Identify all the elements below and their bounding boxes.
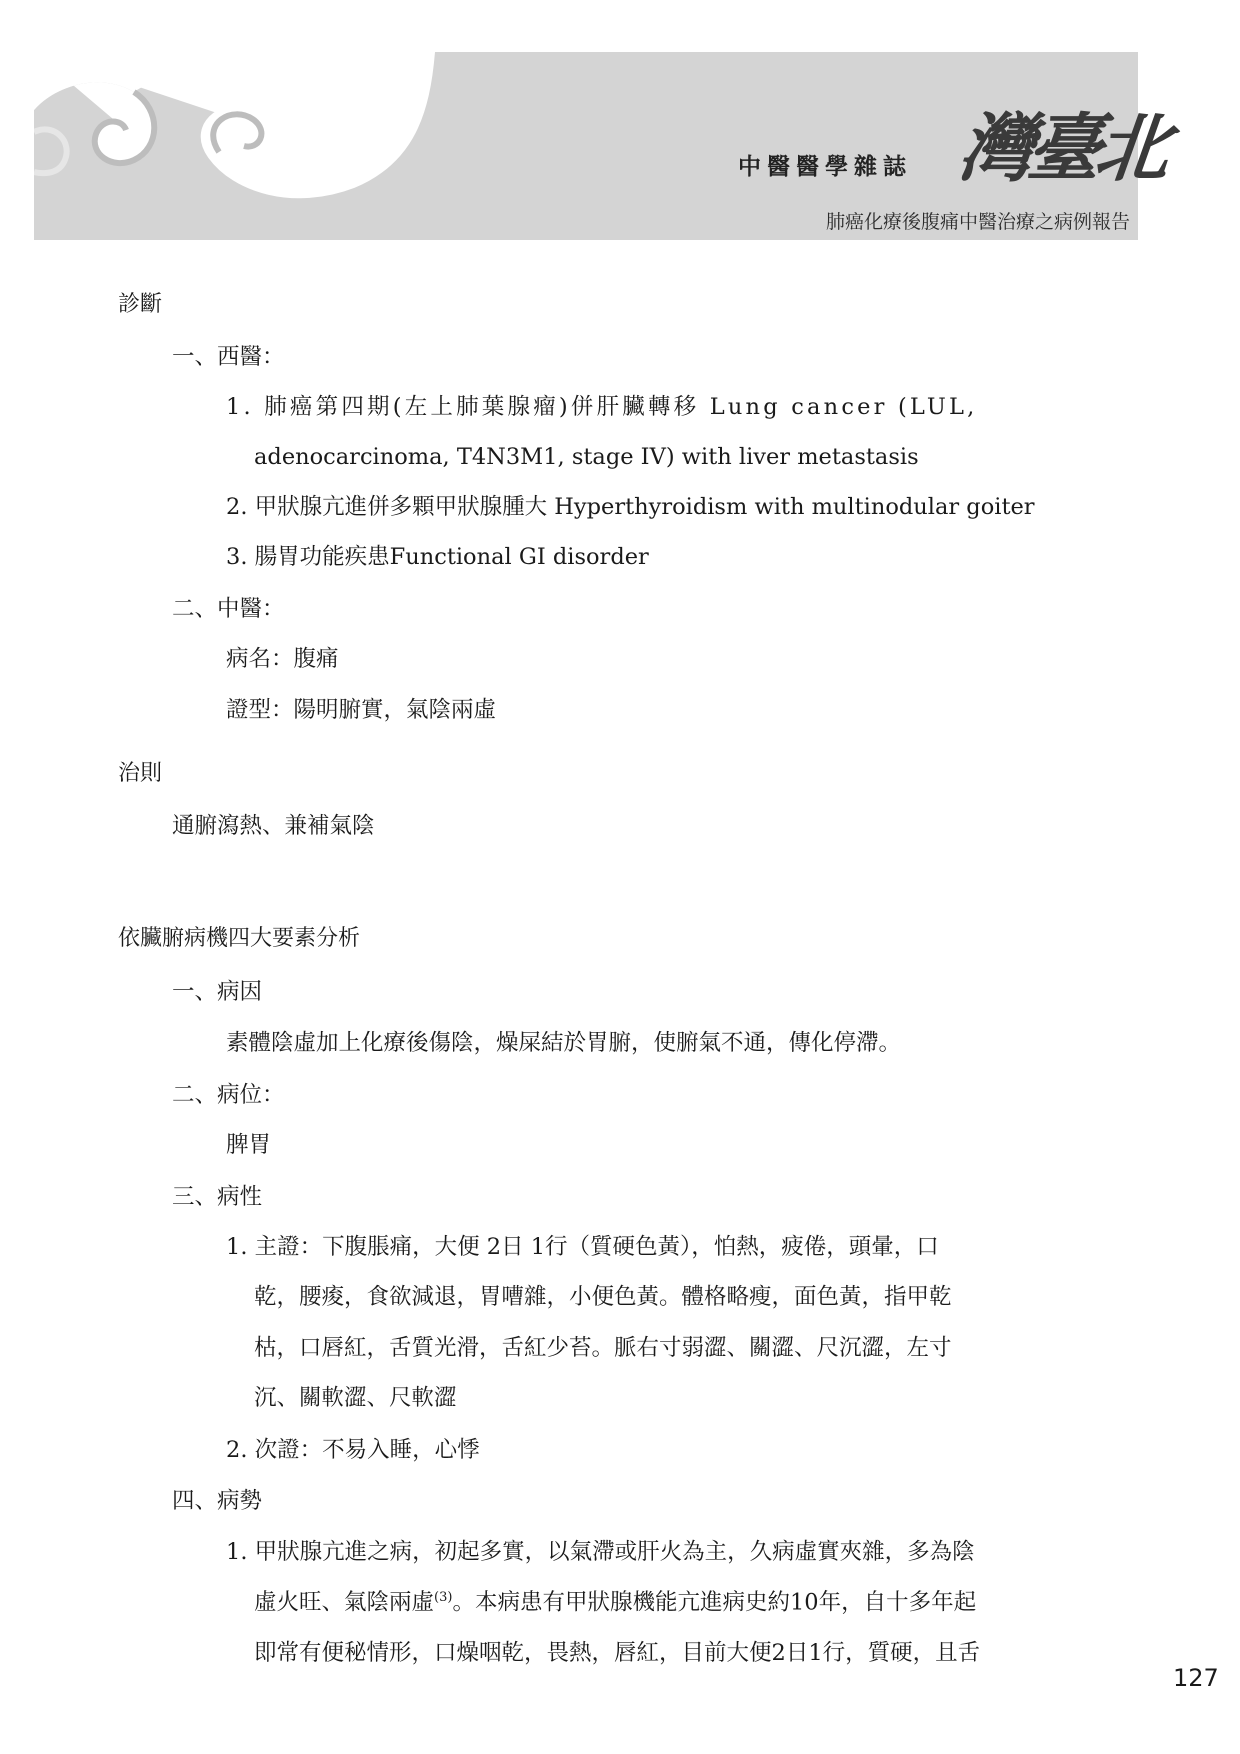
logo-main-chars: 臺北: [1022, 106, 1168, 192]
nature-item-1-line-1: 1. 主證：下腹脹痛，大便 2日 1行（質硬色黃），怕熱，疲倦，頭暈，口: [226, 1234, 939, 1260]
western-item-1-line-2: adenocarcinoma, T4N3M1, stage IV) with liver metastasis: [254, 444, 919, 470]
trend-item-1-line-3: 即常有便秘情形，口燥咽乾，畏熱，唇紅，目前大便2日1行，質硬，且舌: [254, 1640, 981, 1666]
trend-line-2-part-a: 虛火旺、氣陰兩虛: [254, 1589, 435, 1616]
journal-logo: [954, 90, 1169, 196]
nature-item-1-line-4: 沉、關軟澀、尺軟澀: [254, 1385, 457, 1411]
journal-name: 中醫醫學雜誌: [738, 154, 912, 180]
nature-item-1-line-2: 乾，腰痠，食欲減退，胃嘈雜，小便色黃。體格略瘦，面色黃，指甲乾: [254, 1284, 952, 1310]
chinese-heading: 二、中醫：: [172, 596, 285, 622]
western-item-1-text: 1. 肺癌第四期(左上肺葉腺瘤)併肝臟轉移 Lung cancer (LUL,: [226, 394, 978, 420]
logo-extra-char: 灣: [954, 106, 1032, 192]
citation-3: (3): [434, 1590, 453, 1605]
page-number: 127: [1173, 1664, 1219, 1692]
western-heading: 一、西醫：: [172, 344, 285, 370]
treatment-text: 通腑瀉熱、兼補氣陰: [172, 813, 375, 839]
nature-item-2: 2. 次證：不易入睡，心悸: [226, 1437, 480, 1463]
western-item-1-line-1: [226, 396, 1100, 419]
location-heading: 二、病位：: [172, 1082, 285, 1108]
location-text: 脾胃: [226, 1132, 272, 1158]
running-title: 肺癌化療後腹痛中醫治療之病例報告: [825, 211, 1130, 233]
trend-line-2-part-b: 。本病患有甲狀腺機能亢進病史約10年，自十多年起: [452, 1589, 977, 1616]
cause-text: 素體陰虛加上化療後傷陰，燥屎結於胃腑，使腑氣不通，傳化停滯。: [226, 1030, 902, 1056]
section-title-analysis: 依臟腑病機四大要素分析: [118, 926, 361, 951]
chinese-disease: 病名：腹痛: [226, 646, 339, 672]
cause-heading: 一、病因: [172, 979, 263, 1005]
section-title-diagnosis: 診斷: [118, 292, 163, 317]
western-item-3: 3. 腸胃功能疾患Functional GI disorder: [226, 544, 649, 570]
trend-item-1-line-2: [254, 1591, 976, 1614]
trend-heading: 四、病勢: [172, 1488, 263, 1514]
trend-item-1-line-1: 1. 甲狀腺亢進之病，初起多實，以氣滯或肝火為主，久病虛實夾雜，多為陰: [226, 1539, 975, 1565]
chinese-pattern: 證型：陽明腑實，氣陰兩虛: [226, 697, 497, 723]
western-item-2: 2. 甲狀腺亢進併多顆甲狀腺腫大 Hyperthyroidism with multinodular goiter: [226, 494, 1035, 520]
nature-heading: 三、病性: [172, 1184, 263, 1210]
section-title-treatment: 治則: [118, 761, 163, 786]
nature-item-1-line-3: 枯，口唇紅，舌質光滑，舌紅少苔。脈右寸弱澀、關澀、尺沉澀，左寸: [254, 1335, 952, 1361]
